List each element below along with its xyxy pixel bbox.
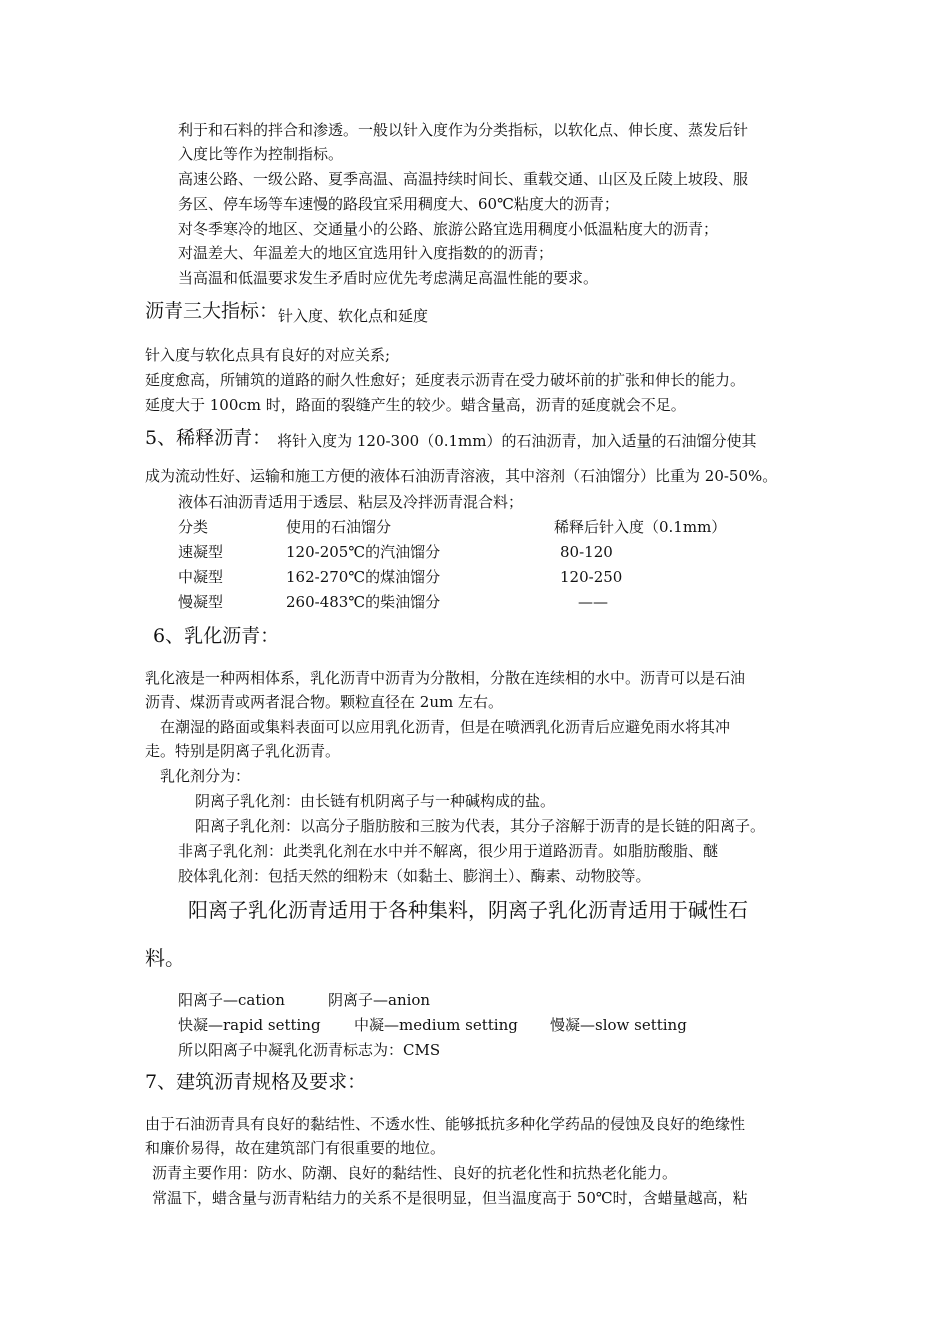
para-line: 沥青主要作用：防水、防潮、良好的黏结性、良好的抗老化性和抗热老化能力。 — [152, 1164, 678, 1182]
term: 中凝—medium setting — [354, 1016, 518, 1034]
section-heading: 5、稀释沥青： — [145, 427, 272, 449]
para-line: 利于和石料的拌合和渗透。一般以针入度作为分类指标，以软化点、伸长度、蒸发后针 — [178, 121, 749, 139]
section-heading: 沥青三大指标： — [145, 300, 279, 322]
table-cell: 速凝型 — [178, 543, 224, 561]
terms-row — [178, 1015, 798, 1035]
emphasis-line: 阳离子乳化沥青适用于各种集料，阴离子乳化沥青适用于碱性石 — [188, 898, 748, 922]
section-inline-text: 针入度、软化点和延度 — [278, 307, 429, 325]
section-heading: 6、乳化沥青： — [153, 625, 280, 647]
para-line: 成为流动性好、运输和施工方便的液体石油沥青溶液，其中溶剂（石油馏分）比重为 20-50%。 — [145, 467, 778, 485]
para-line: 由于石油沥青具有良好的黏结性、不透水性、能够抵抗多种化学药品的侵蚀及良好的绝缘性 — [145, 1115, 746, 1133]
para-line: 常温下，蜡含量与沥青粘结力的关系不是很明显，但当温度高于 50℃时，含蜡量越高，粘 — [152, 1189, 748, 1207]
para-line: 阴离子乳化剂：由长链有机阴离子与一种碱构成的盐。 — [195, 792, 556, 810]
section-heading: 7、建筑沥青规格及要求： — [145, 1071, 367, 1093]
para-line: 针入度与软化点具有良好的对应关系; — [145, 346, 391, 364]
para-line: 延度大于 100cm 时，路面的裂缝产生的较少。蜡含量高，沥青的延度就会不足。 — [145, 396, 686, 414]
table-header-cell: 使用的石油馏分 — [286, 518, 392, 536]
para-line: 非离子乳化剂：此类乳化剂在水中并不解离，很少用于道路沥青。如脂肪酸脂、醚 — [178, 842, 719, 860]
term: 慢凝—slow setting — [550, 1016, 687, 1034]
table-cell: —— — [578, 593, 608, 611]
para-line: 延度愈高，所铺筑的道路的耐久性愈好；延度表示沥青在受力破坏前的扩张和伸长的能力。 — [145, 371, 746, 389]
para-line: 在潮湿的路面或集料表面可以应用乳化沥青，但是在喷洒乳化沥青后应避免雨水将其冲 — [160, 718, 731, 736]
emphasis-line: 料。 — [145, 946, 185, 970]
table-header-cell: 分类 — [178, 518, 209, 536]
table-cell: 260-483℃的柴油馏分 — [286, 593, 441, 611]
para-line: 所以阳离子中凝乳化沥青标志为：CMS — [178, 1041, 441, 1059]
table-row — [178, 567, 798, 587]
para-line: 沥青、煤沥青或两者混合物。颗粒直径在 2um 左右。 — [145, 693, 503, 711]
section-three-indicators — [145, 298, 428, 324]
para-line: 当高温和低温要求发生矛盾时应优先考虑满足高温性能的要求。 — [178, 269, 599, 287]
para-line: 对温差大、年温差大的地区宜选用针入度指数的的沥青； — [178, 244, 554, 262]
terms-row — [178, 990, 778, 1010]
para-line: 液体石油沥青适用于透层、粘层及冷拌沥青混合料； — [178, 493, 524, 511]
para-line: 入度比等作为控制指标。 — [178, 145, 344, 163]
table-cell: 80-120 — [560, 543, 613, 561]
para-line: 对冬季寒冷的地区、交通量小的公路、旅游公路宜选用稠度小低温粘度大的沥青； — [178, 220, 719, 238]
table-cell: 慢凝型 — [178, 593, 224, 611]
section-5 — [145, 425, 757, 451]
table-cell: 162-270℃的煤油馏分 — [286, 568, 441, 586]
para-line: 和廉价易得，故在建筑部门有很重要的地位。 — [145, 1139, 446, 1157]
para-line: 阳离子乳化剂：以高分子脂肪胺和三胺为代表，其分子溶解于沥青的是长链的阳离子。 — [195, 817, 766, 835]
term: 阳离子—cation — [178, 991, 285, 1009]
term: 快凝—rapid setting — [178, 1016, 321, 1034]
table-cell: 中凝型 — [178, 568, 224, 586]
table-cell: 120-250 — [560, 568, 623, 586]
table-header-cell: 稀释后针入度（0.1mm） — [554, 518, 727, 536]
table-row — [178, 592, 798, 612]
table-cell: 120-205℃的汽油馏分 — [286, 543, 441, 561]
para-line: 乳化剂分为： — [160, 767, 251, 785]
para-line: 乳化液是一种两相体系，乳化沥青中沥青为分散相，分散在连续相的水中。沥青可以是石油 — [145, 669, 746, 687]
para-line: 胶体乳化剂：包括天然的细粉末（如黏土、膨润土）、酶素、动物胶等。 — [178, 867, 651, 885]
table-row — [178, 542, 798, 562]
term: 阴离子—anion — [328, 991, 431, 1009]
para-line: 高速公路、一级公路、夏季高温、高温持续时间长、重载交通、山区及丘陵上坡段、服 — [178, 170, 749, 188]
para-line: 务区、停车场等车速慢的路段宜采用稠度大、60℃粘度大的沥青； — [178, 195, 619, 213]
para-line: 走。特别是阴离子乳化沥青。 — [145, 742, 341, 760]
table-header-row — [178, 517, 798, 537]
section-inline-text: 将针入度为 120-300（0.1mm）的石油沥青，加入适量的石油馏分使其 — [277, 432, 757, 450]
